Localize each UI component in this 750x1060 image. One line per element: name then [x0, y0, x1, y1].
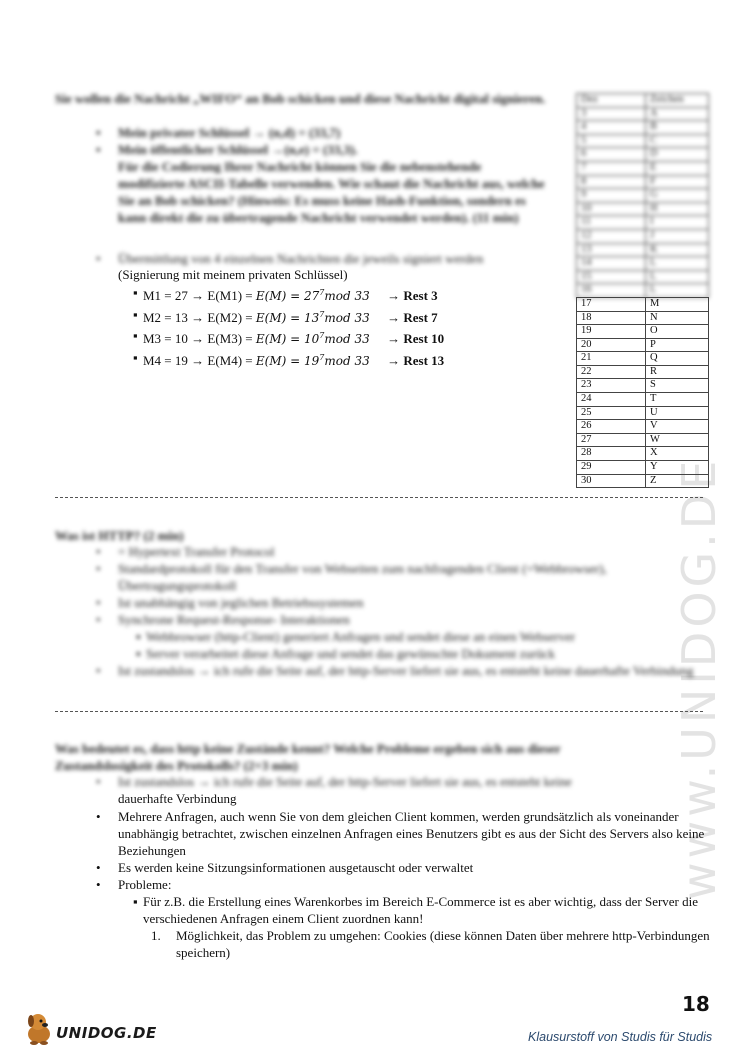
formula: $E(M) = 19^7mod$ 33 — [255, 352, 370, 368]
table-row: 26 V — [577, 420, 709, 434]
signing-rows — [143, 284, 563, 370]
logo-text: UNIDOG.DE — [56, 1024, 157, 1042]
table-row: 18 N — [577, 311, 709, 325]
section3-heading: Was bedeutet es, dass http keine Zustände kennt? Welche Probleme ergeben sich aus dieser Zustandslosigkeit des Protokolls? (2+3 min) — [55, 741, 561, 773]
table-row: 23 S — [577, 379, 709, 393]
encoding-instruction: Für die Codierung Ihrer Nachricht können Sie die nebenstehende modifizierte ASCII-Tabelle verwenden. Wie schaut die Nachricht aus, welche Sie an Bob schicken? (Hinweis: Es muss keine Hash-Funktion, sondern es kann direkt die zu übertragende Nachricht verwendet werden). (11 min) — [118, 159, 545, 225]
section1-heading: Sie wollen die Nachricht „WIFO“ an Bob schicken und diese Nachricht digital signieren. — [55, 91, 546, 106]
public-key-bullet: • Mein öffentlicher Schlüssel →(n,e) = (33,3). — [118, 141, 548, 158]
first-bullet-continuation: dauerhafte Verbindung — [118, 791, 237, 806]
transmission-bullet: • Übermittlung von 4 einzelnen Nachrichten die jeweils signiert werden — [118, 250, 558, 267]
table-row: 30 Z — [577, 474, 709, 488]
table-row: 29 Y — [577, 461, 709, 475]
numbered-item: 1. Möglichkeit, das Problem zu umgehen: Cookies (diese können Daten über mehrere http-Verbindungen speichern) — [151, 928, 710, 960]
table-row: 28 X — [577, 447, 709, 461]
ascii-table-visible — [576, 297, 709, 488]
list-item: • Es werden keine Sitzungsinformationen ausgetauscht oder verwaltet — [118, 859, 718, 876]
list-item: • Mehrere Anfragen, auch wenn Sie von dem gleichen Client kommen, werden grundsätzlich als voneinander unabhängig betrachtet, zwischen einzelnen Anfragen eines Benutzers gibt es aus der Sicht des Servers also keine Beziehungen — [118, 808, 718, 859]
dashed-separator — [55, 711, 703, 712]
section3-body — [118, 773, 718, 961]
sub-list-item: ▪ Für z.B. die Erstellung eines Warenkorbes im Bereich E-Commerce ist es aber wichtig, dass der Server die verschiedenen Anfragen einem Client zuordnen kann! — [143, 893, 718, 927]
signing-row: ▪ $M4 = 19 \to E(M4) = E(M) = 19^7mod$ 33 → Rest 13 — [143, 349, 563, 371]
formula: $E(M) = 10^7mod$ 33 — [255, 331, 370, 346]
footer-text: Klausurstoff von Studis für Studis — [528, 1030, 713, 1044]
section2-bullets: • = Hypertext Transfer Protocol • Standardprotokoll für den Transfer von Webseiten zum nachfragenden Client (=Webbrowser), Übertragungsprotokoll • Ist unabhängig von jeglichen Betriebssystemen • Synchrone Request-Response- Interaktionen ▪ Webbrowser (http-Client) generiert Anfragen und sendet diese an einen Webserver ▪ Server verarbeitet diese Anfrage und sendet das gewünschte Dokument zurück • Ist zustandslos → ich rufe die Seite auf, der http-Server liefert sie aus, es entsteht keine dauerhafte Verbindung — [118, 543, 708, 679]
page-number: 18 — [682, 992, 710, 1016]
logo — [22, 1010, 162, 1046]
formula: $E(M) = 27^7mod$ 33 — [255, 288, 370, 303]
result: → Rest 3 — [387, 288, 438, 303]
ascii-table-blurred: Dez Zeichen 3 A 4 B 5 C 6 D 7 E 8 F 9 G 10 H 11 I 12 J 13 K 14 L 15 L 16 L — [576, 93, 709, 298]
table-row: 24 T — [577, 393, 709, 407]
table-row: 22 R — [577, 365, 709, 379]
result: → Rest 10 — [387, 331, 445, 346]
dog-icon — [22, 1010, 56, 1046]
section1-bullets — [118, 124, 548, 226]
first-bullet-blurred: • Ist zustandslos → ich rufe die Seite auf, der http-Server liefert sie aus, es entsteht keine — [118, 773, 718, 790]
signing-row: ▪ $M1 = 27 \to E(M1) = E(M) = 27^7mod$ 33 → Rest 3 — [143, 284, 563, 306]
table-row: 17 M — [577, 297, 709, 311]
watermark: www.UNIDOG.DE — [672, 456, 726, 900]
formula: $E(M) = 13^7mod$ 33 — [255, 309, 370, 325]
private-key-bullet: • Mein privater Schlüssel → (n,d) = (33,7) — [118, 124, 548, 141]
result: → Rest 13 — [387, 352, 445, 368]
table-row: 25 U — [577, 406, 709, 420]
table-row: 19 O — [577, 325, 709, 339]
ascii-table — [576, 93, 709, 488]
table-row: 27 W — [577, 433, 709, 447]
table-row: 20 P — [577, 338, 709, 352]
signing-note: (Signierung mit meinem privaten Schlüssel) — [118, 267, 348, 282]
signing-row: ▪ $M3 = 10 \to E(M3) = E(M) = 10^7mod$ 33 → Rest 10 — [143, 327, 563, 349]
dashed-separator — [55, 497, 703, 498]
signing-row: ▪ $M2 = 13 \to E(M2) = E(M) = 13^7mod$ 33 → Rest 7 — [143, 306, 563, 328]
section2-heading: Was ist HTTP? (2 min) — [55, 528, 184, 543]
list-item: • Probleme: — [118, 876, 718, 893]
table-row: 21 Q — [577, 352, 709, 366]
result: → Rest 7 — [387, 309, 438, 325]
